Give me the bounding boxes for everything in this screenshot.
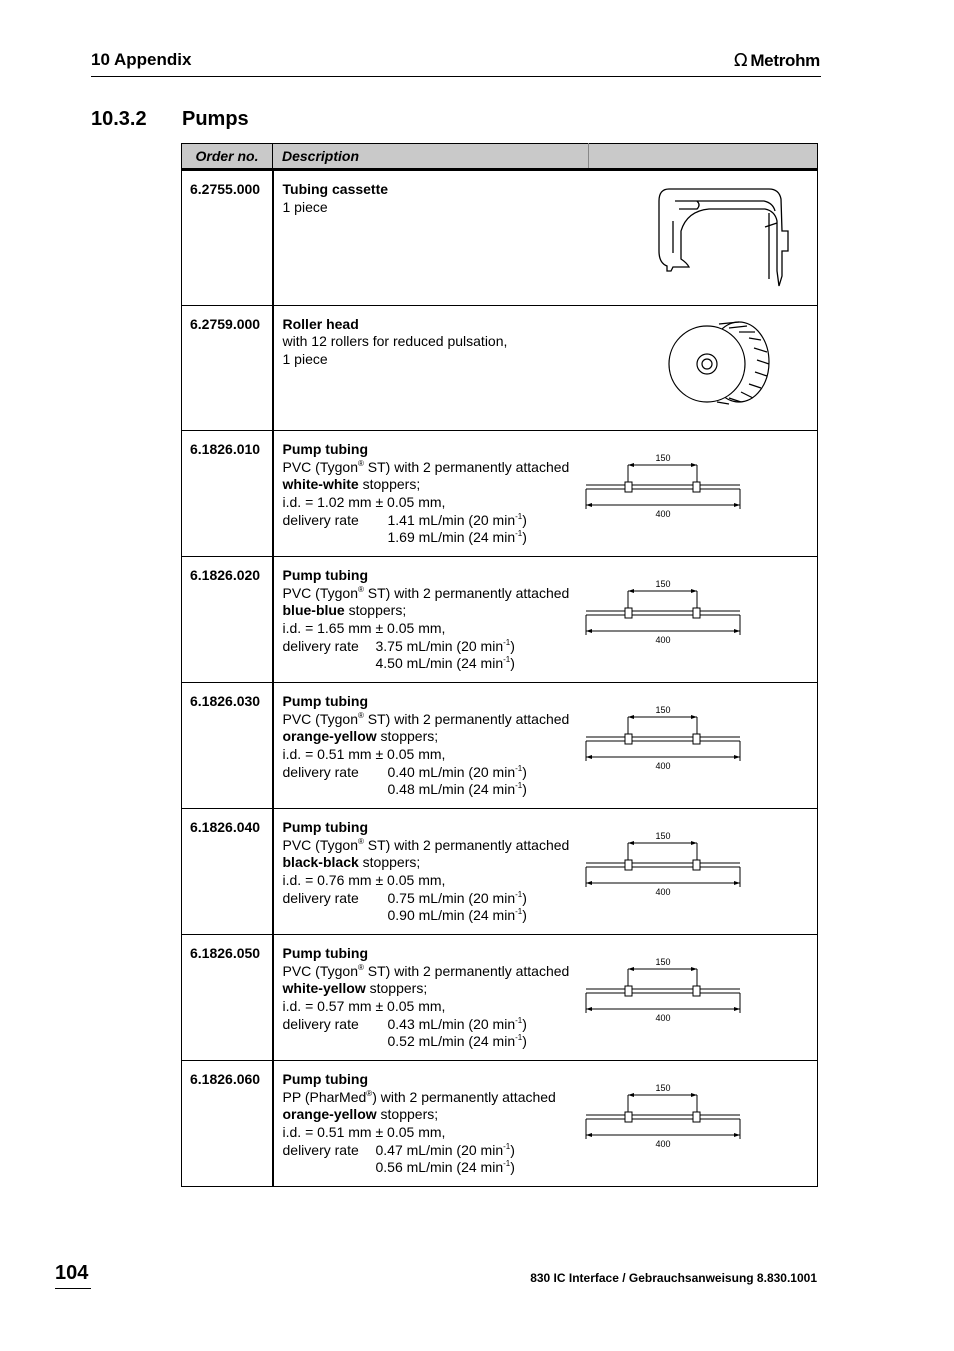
description-cell xyxy=(273,1061,589,1187)
description-cell xyxy=(273,305,589,431)
order-number: 6.1826.030 xyxy=(182,683,273,809)
item-stopper: orange-yellow stoppers; xyxy=(282,728,439,745)
item-name: Pump tubing xyxy=(282,441,369,458)
item-stopper: white-white stoppers; xyxy=(282,476,421,493)
order-number: 6.2755.000 xyxy=(182,170,273,306)
dimension-arrow xyxy=(691,1093,697,1097)
dimension-label-bottom: 400 xyxy=(654,1013,671,1024)
dimension-arrow xyxy=(691,841,697,845)
item-inner-diameter: i.d. = 0.76 mm ± 0.05 mm, xyxy=(282,871,446,888)
table-row xyxy=(182,557,818,683)
item-inner-diameter: i.d. = 0.57 mm ± 0.05 mm, xyxy=(282,997,446,1014)
item-name: Pump tubing xyxy=(282,567,369,584)
pump-tubing-icon xyxy=(584,1073,794,1199)
footer-rule xyxy=(55,1288,91,1289)
description-cell xyxy=(273,170,589,306)
dimension-label-top: 150 xyxy=(654,957,671,968)
dimension-arrow xyxy=(628,715,634,719)
image-cell xyxy=(589,1061,818,1187)
dimension-label-top: 150 xyxy=(654,579,671,590)
item-stopper: white-yellow stoppers; xyxy=(282,980,428,997)
table-row xyxy=(182,1061,818,1187)
stopper xyxy=(625,986,632,996)
document-reference: 830 IC Interface / Gebrauchsanweisung 8.830.1001 xyxy=(530,1271,817,1285)
stopper xyxy=(693,734,700,744)
dimension-label-bottom: 400 xyxy=(654,509,671,520)
item-name: Pump tubing xyxy=(282,1071,369,1088)
pump-tubing-icon xyxy=(584,947,794,1073)
column-header-image xyxy=(589,144,818,170)
stopper xyxy=(693,986,700,996)
item-name: Roller head xyxy=(282,315,359,332)
dimension-arrow xyxy=(628,463,634,467)
item-delivery-rate: delivery rate 3.75 mL/min (20 $\min^{-1}$) xyxy=(282,637,515,654)
item-inner-diameter: i.d. = 0.51 mm ± 0.05 mm, xyxy=(282,1123,446,1140)
item-stopper: orange-yellow stoppers; xyxy=(282,1106,439,1123)
column-header-description: Description xyxy=(273,144,589,170)
column-header-order: Order no. xyxy=(182,144,273,170)
dimension-arrow xyxy=(734,881,740,885)
dimension-arrow xyxy=(628,841,634,845)
stopper xyxy=(693,482,700,492)
brand-logo xyxy=(734,50,820,71)
table-row xyxy=(182,431,818,557)
dimension-arrow xyxy=(691,967,697,971)
table-row xyxy=(182,935,818,1061)
parts-table xyxy=(181,143,818,1187)
item-stopper: blue-blue stoppers; xyxy=(282,602,407,619)
item-material: PVC (Tygon® ST) with 2 permanently attached xyxy=(282,962,570,979)
dimension-arrow xyxy=(734,629,740,633)
item-name: Tubing cassette xyxy=(282,181,389,197)
dimension-arrow xyxy=(586,629,592,633)
pump-tubing-icon xyxy=(584,443,794,569)
dimension-arrow xyxy=(691,463,697,467)
order-number: 6.1826.010 xyxy=(182,431,273,557)
item-detail: 1 piece xyxy=(282,198,328,215)
item-name: Pump tubing xyxy=(282,945,369,962)
item-delivery-rate: delivery rate 0.40 mL/min (20 $\min^{-1}$) xyxy=(282,763,527,780)
item-inner-diameter: i.d. = 1.02 mm ± 0.05 mm, xyxy=(282,493,446,510)
dimension-arrow xyxy=(734,1133,740,1137)
stopper xyxy=(693,1112,700,1122)
table-row xyxy=(182,305,818,431)
dimension-arrow xyxy=(691,715,697,719)
dimension-arrow xyxy=(586,881,592,885)
pump-tubing-icon xyxy=(584,695,794,821)
dimension-label-top: 150 xyxy=(654,453,671,464)
section-header: 10 Appendix xyxy=(91,50,192,69)
table-header-row xyxy=(182,144,818,170)
item-delivery-rate: 0.56 mL/min (24 $\min^{-1}$) xyxy=(375,1159,515,1176)
item-delivery-rate: 0.90 mL/min (24 $\min^{-1}$) xyxy=(387,907,527,924)
order-number: 6.2759.000 xyxy=(182,305,273,431)
page-title xyxy=(91,108,249,131)
image-cell xyxy=(589,683,818,809)
item-delivery-rate: 0.52 mL/min (24 $\min^{-1}$) xyxy=(387,1033,527,1050)
table-row xyxy=(182,170,818,306)
section-number: 10.3.2 xyxy=(91,108,147,130)
dimension-arrow xyxy=(734,755,740,759)
item-material: PVC (Tygon® ST) with 2 permanently attached xyxy=(282,458,570,475)
table-row xyxy=(182,683,818,809)
stopper xyxy=(625,1112,632,1122)
stopper xyxy=(625,734,632,744)
item-inner-diameter: i.d. = 1.65 mm ± 0.05 mm, xyxy=(282,619,446,636)
item-delivery-rate: delivery rate 0.75 mL/min (20 $\min^{-1}$) xyxy=(282,889,527,906)
image-cell xyxy=(589,431,818,557)
pump-tubing-icon xyxy=(584,821,794,947)
dimension-label-bottom: 400 xyxy=(654,887,671,898)
description-cell xyxy=(273,809,589,935)
dimension-label-bottom: 400 xyxy=(654,635,671,646)
roller-head-icon xyxy=(589,306,799,426)
item-delivery-rate: 0.48 mL/min (24 $\min^{-1}$) xyxy=(387,781,527,798)
header-rule xyxy=(91,76,821,77)
stopper xyxy=(693,860,700,870)
order-number: 6.1826.060 xyxy=(182,1061,273,1187)
description-cell xyxy=(273,935,589,1061)
item-material: PVC (Tygon® ST) with 2 permanently attached xyxy=(282,836,570,853)
dimension-label-top: 150 xyxy=(654,705,671,716)
stopper xyxy=(625,860,632,870)
dimension-arrow xyxy=(586,755,592,759)
dimension-arrow xyxy=(628,967,634,971)
dimension-arrow xyxy=(628,1093,634,1097)
description-cell xyxy=(273,557,589,683)
item-stopper: black-black stoppers; xyxy=(282,854,421,871)
stopper xyxy=(625,608,632,618)
description-cell xyxy=(273,431,589,557)
dimension-arrow xyxy=(586,1007,592,1011)
dimension-label-bottom: 400 xyxy=(654,1139,671,1150)
order-number: 6.1826.050 xyxy=(182,935,273,1061)
dimension-arrow xyxy=(586,1133,592,1137)
dimension-arrow xyxy=(628,589,634,593)
dimension-arrow xyxy=(734,1007,740,1011)
page-number: 104 xyxy=(55,1262,89,1284)
item-detail: with 12 rollers for reduced pulsation, xyxy=(282,333,508,350)
section-name: Pumps xyxy=(182,108,249,130)
dimension-arrow xyxy=(734,503,740,507)
item-delivery-rate: delivery rate 0.47 mL/min (20 $\min^{-1}$) xyxy=(282,1141,515,1158)
omega-logo-icon: Ω xyxy=(733,50,748,71)
dimension-arrow xyxy=(691,589,697,593)
item-material: PP (PharMed®) with 2 permanently attached xyxy=(282,1088,556,1105)
table-row xyxy=(182,809,818,935)
item-material: PVC (Tygon® ST) with 2 permanently attached xyxy=(282,710,570,727)
image-cell xyxy=(589,935,818,1061)
order-number: 6.1826.040 xyxy=(182,809,273,935)
item-detail: 1 piece xyxy=(282,350,328,367)
item-delivery-rate: delivery rate 0.43 mL/min (20 $\min^{-1}$) xyxy=(282,1015,527,1032)
item-name: Pump tubing xyxy=(282,693,369,710)
dimension-arrow xyxy=(586,503,592,507)
stopper xyxy=(693,608,700,618)
item-delivery-rate: 4.50 mL/min (24 $\min^{-1}$) xyxy=(375,655,515,672)
tubing-cassette-icon xyxy=(589,171,799,300)
image-cell xyxy=(589,557,818,683)
dimension-label-top: 150 xyxy=(654,1083,671,1094)
description-cell xyxy=(273,683,589,809)
item-inner-diameter: i.d. = 0.51 mm ± 0.05 mm, xyxy=(282,745,446,762)
dimension-label-bottom: 400 xyxy=(654,761,671,772)
pump-tubing-icon xyxy=(584,569,794,695)
brand-name: Metrohm xyxy=(750,50,820,70)
item-delivery-rate: delivery rate 1.41 mL/min (20 $\min^{-1}$) xyxy=(282,511,527,528)
image-cell xyxy=(589,809,818,935)
item-name: Pump tubing xyxy=(282,819,369,836)
order-number: 6.1826.020 xyxy=(182,557,273,683)
image-cell xyxy=(589,305,818,431)
item-material: PVC (Tygon® ST) with 2 permanently attached xyxy=(282,584,570,601)
image-cell xyxy=(589,170,818,306)
stopper xyxy=(625,482,632,492)
dimension-label-top: 150 xyxy=(654,831,671,842)
item-delivery-rate: 1.69 mL/min (24 $\min^{-1}$) xyxy=(387,529,527,546)
